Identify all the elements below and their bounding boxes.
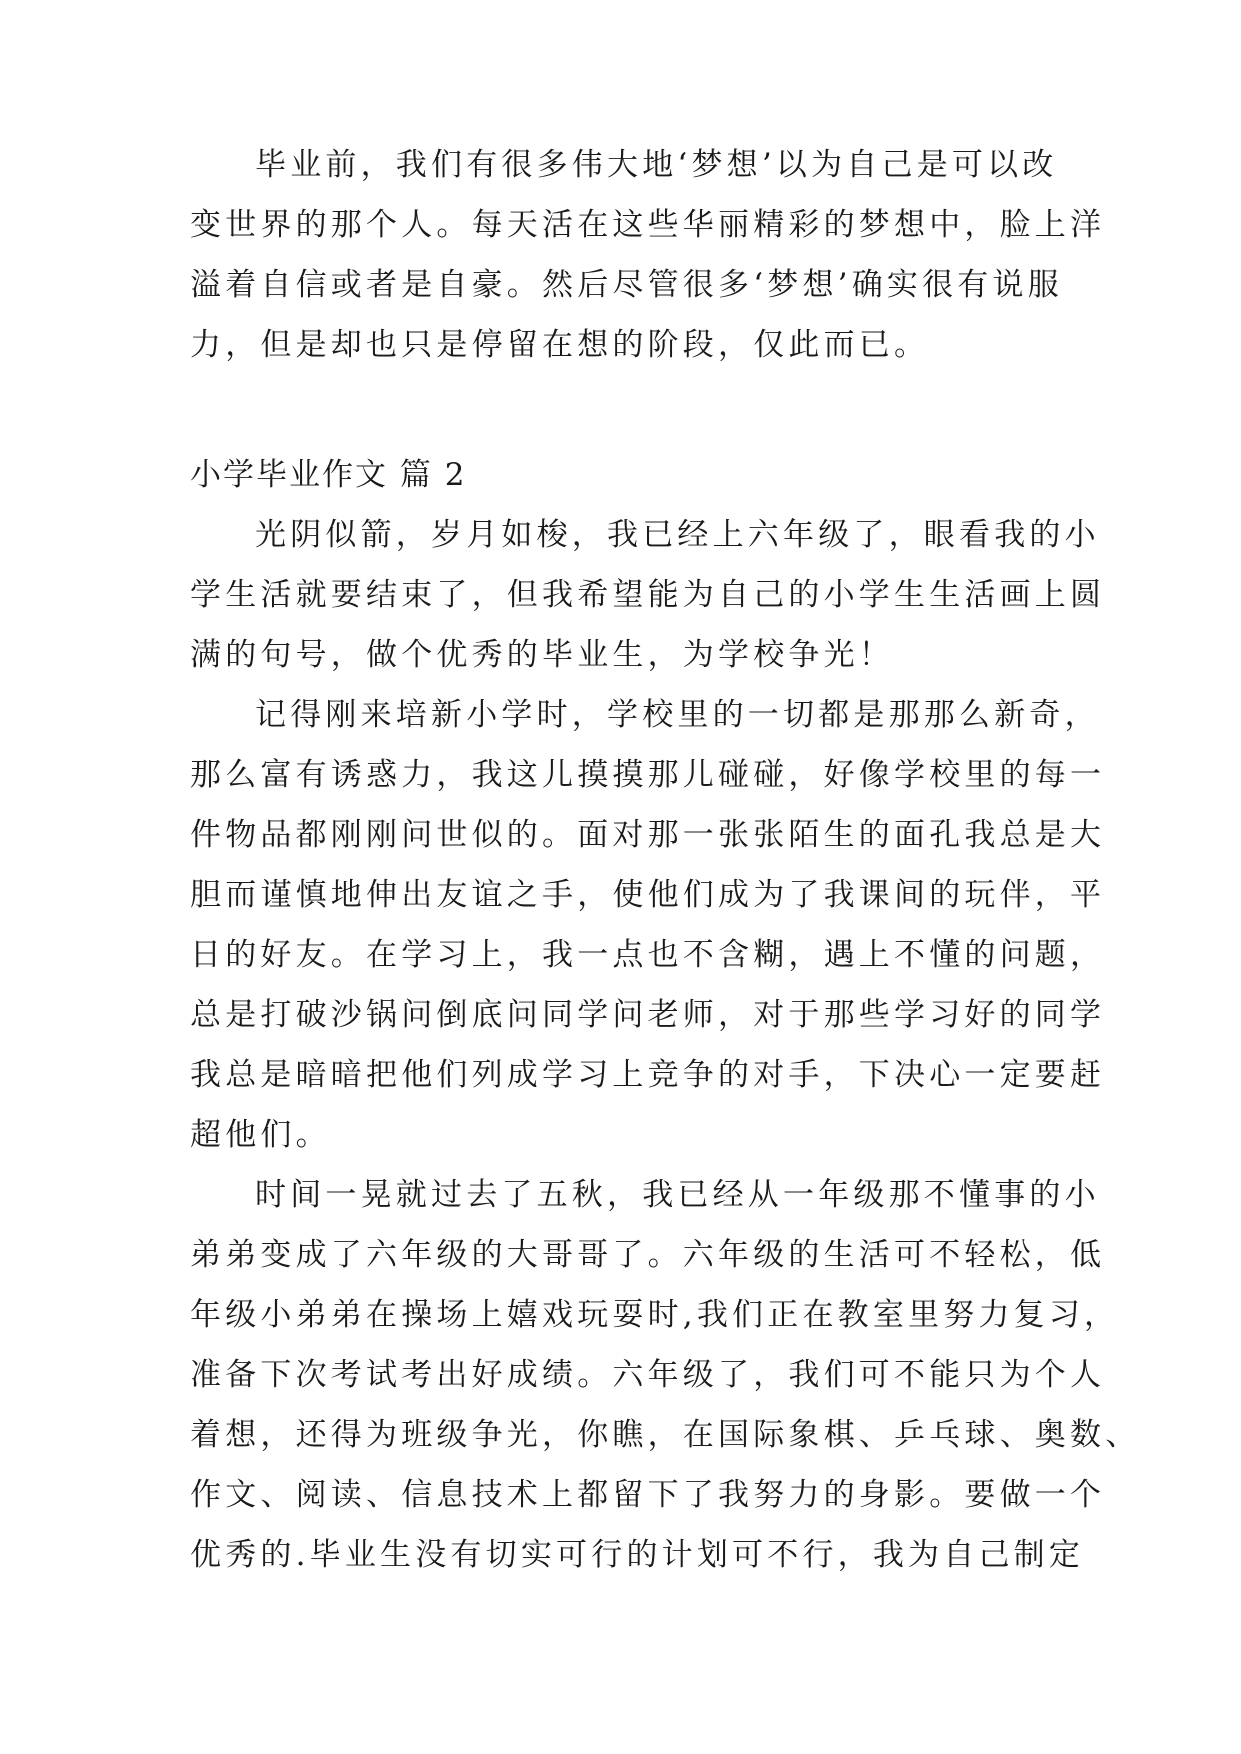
paragraph-2-line: 记得刚来培新小学时，学校里的一切都是那那么新奇， [255,697,1100,733]
paragraph-2-line: 那么富有诱惑力，我这儿摸摸那儿碰碰，好像学校里的每一 [190,757,1106,793]
paragraph-1-line: 满的句号，做个优秀的毕业生，为学校争光！ [190,637,894,673]
intro-paragraph-line: 变世界的那个人。每天活在这些华丽精彩的梦想中，脸上洋 [190,207,1106,243]
paragraph-3-line: 时间一晃就过去了五秋，我已经从一年级那不懂事的小 [255,1177,1100,1213]
paragraph-3-line: 作文、阅读、信息技术上都留下了我努力的身影。要做一个 [190,1477,1106,1513]
intro-paragraph-line: 溢着自信或者是自豪。然后尽管很多‘梦想’确实很有说服 [190,267,1063,303]
paragraph-3-line: 准备下次考试考出好成绩。六年级了，我们可不能只为个人 [190,1357,1106,1393]
paragraph-2-line: 日的好友。在学习上，我一点也不含糊，遇上不懂的问题， [190,937,1106,973]
intro-paragraph-line: 力，但是却也只是停留在想的阶段，仅此而已。 [190,327,930,363]
paragraph-2-line: 件物品都刚刚问世似的。面对那一张张陌生的面孔我总是大 [190,817,1106,853]
paragraph-3-line: 着想，还得为班级争光，你瞧，在国际象棋、乒乓球、奥数、 [190,1417,1141,1453]
section-heading: 小学毕业作文 篇 2 [190,457,467,493]
intro-paragraph-line: 毕业前，我们有很多伟大地‘梦想’以为自己是可以改 [255,147,1058,183]
paragraph-2-line: 我总是暗暗把他们列成学习上竞争的对手，下决心一定要赶 [190,1057,1106,1093]
paragraph-3-line: 优秀的.毕业生没有切实可行的计划可不行，我为自己制定 [190,1537,1085,1573]
paragraph-1-line: 学生活就要结束了，但我希望能为自己的小学生生活画上圆 [190,577,1106,613]
paragraph-3-line: 弟弟变成了六年级的大哥哥了。六年级的生活可不轻松，低 [190,1237,1106,1273]
paragraph-2-line: 超他们。 [190,1117,331,1153]
paragraph-2-line: 总是打破沙锅问倒底问同学问老师，对于那些学习好的同学 [190,997,1106,1033]
paragraph-2-line: 胆而谨慎地伸出友谊之手，使他们成为了我课间的玩伴，平 [190,877,1106,913]
paragraph-1-line: 光阴似箭，岁月如梭，我已经上六年级了，眼看我的小 [255,517,1100,553]
paragraph-3-line: 年级小弟弟在操场上嬉戏玩耍时,我们正在教室里努力复习， [190,1297,1120,1333]
